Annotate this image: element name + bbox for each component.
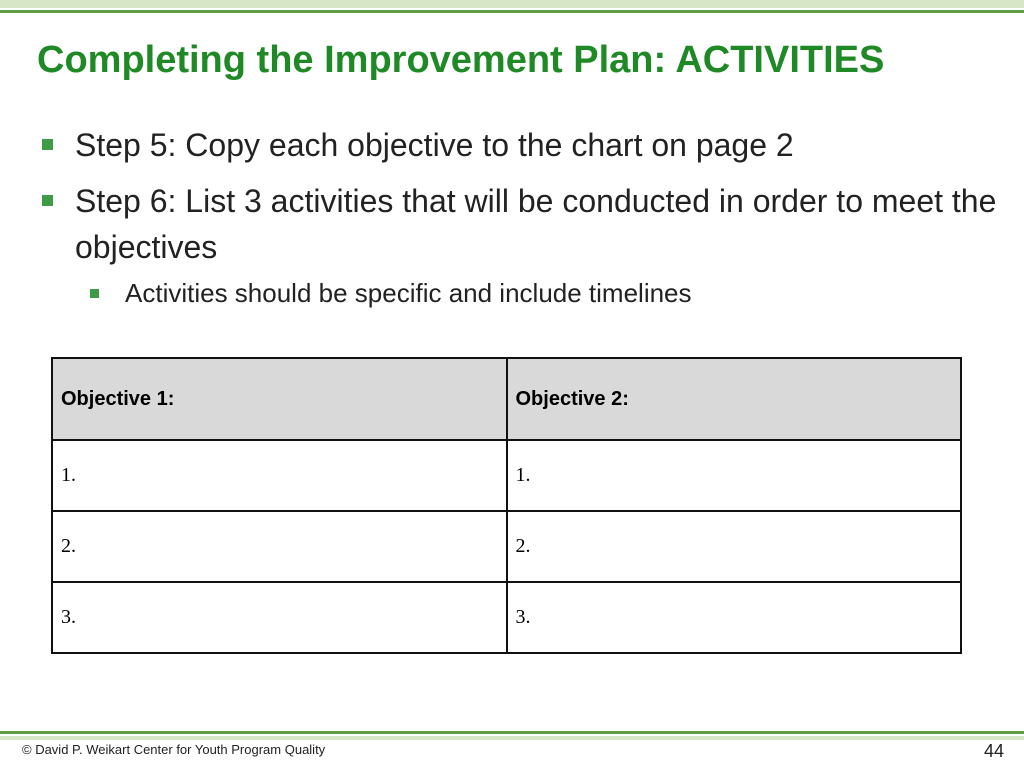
bullet-text: Step 6: List 3 activities that will be conducted in order to meet the objectives [75, 183, 997, 265]
square-bullet-icon [90, 289, 99, 298]
table-cell: 3. [507, 582, 962, 653]
bullet-item-step-5 [40, 122, 1000, 168]
top-accent-band [0, 0, 1024, 8]
activities-table [51, 357, 962, 654]
square-bullet-icon [42, 139, 53, 150]
table-cell: 2. [52, 511, 507, 582]
table-cell: 1. [507, 440, 962, 511]
sub-bullet-text: Activities should be specific and include timelines [125, 278, 692, 308]
bullet-item-step-6 [40, 178, 1000, 270]
table-row [52, 440, 961, 511]
bottom-accent-line [0, 731, 1024, 734]
header-objective-2: Objective 2: [507, 358, 962, 440]
bottom-accent-band [0, 736, 1024, 740]
footer-copyright: © David P. Weikart Center for Youth Program Quality [22, 742, 326, 757]
table-cell: 3. [52, 582, 507, 653]
square-bullet-icon [42, 195, 53, 206]
bullet-list [40, 122, 1000, 312]
slide-title: Completing the Improvement Plan: ACTIVITIES [37, 39, 885, 81]
table-row [52, 511, 961, 582]
header-objective-1: Objective 1: [52, 358, 507, 440]
page-number: 44 [983, 741, 1004, 761]
table-header-row [52, 358, 961, 440]
table-cell: 1. [52, 440, 507, 511]
table-cell: 2. [507, 511, 962, 582]
top-accent-line [0, 10, 1024, 13]
bullet-text: Step 5: Copy each objective to the chart on page 2 [75, 127, 794, 163]
table-row [52, 582, 961, 653]
sub-bullet-item [90, 274, 1000, 312]
